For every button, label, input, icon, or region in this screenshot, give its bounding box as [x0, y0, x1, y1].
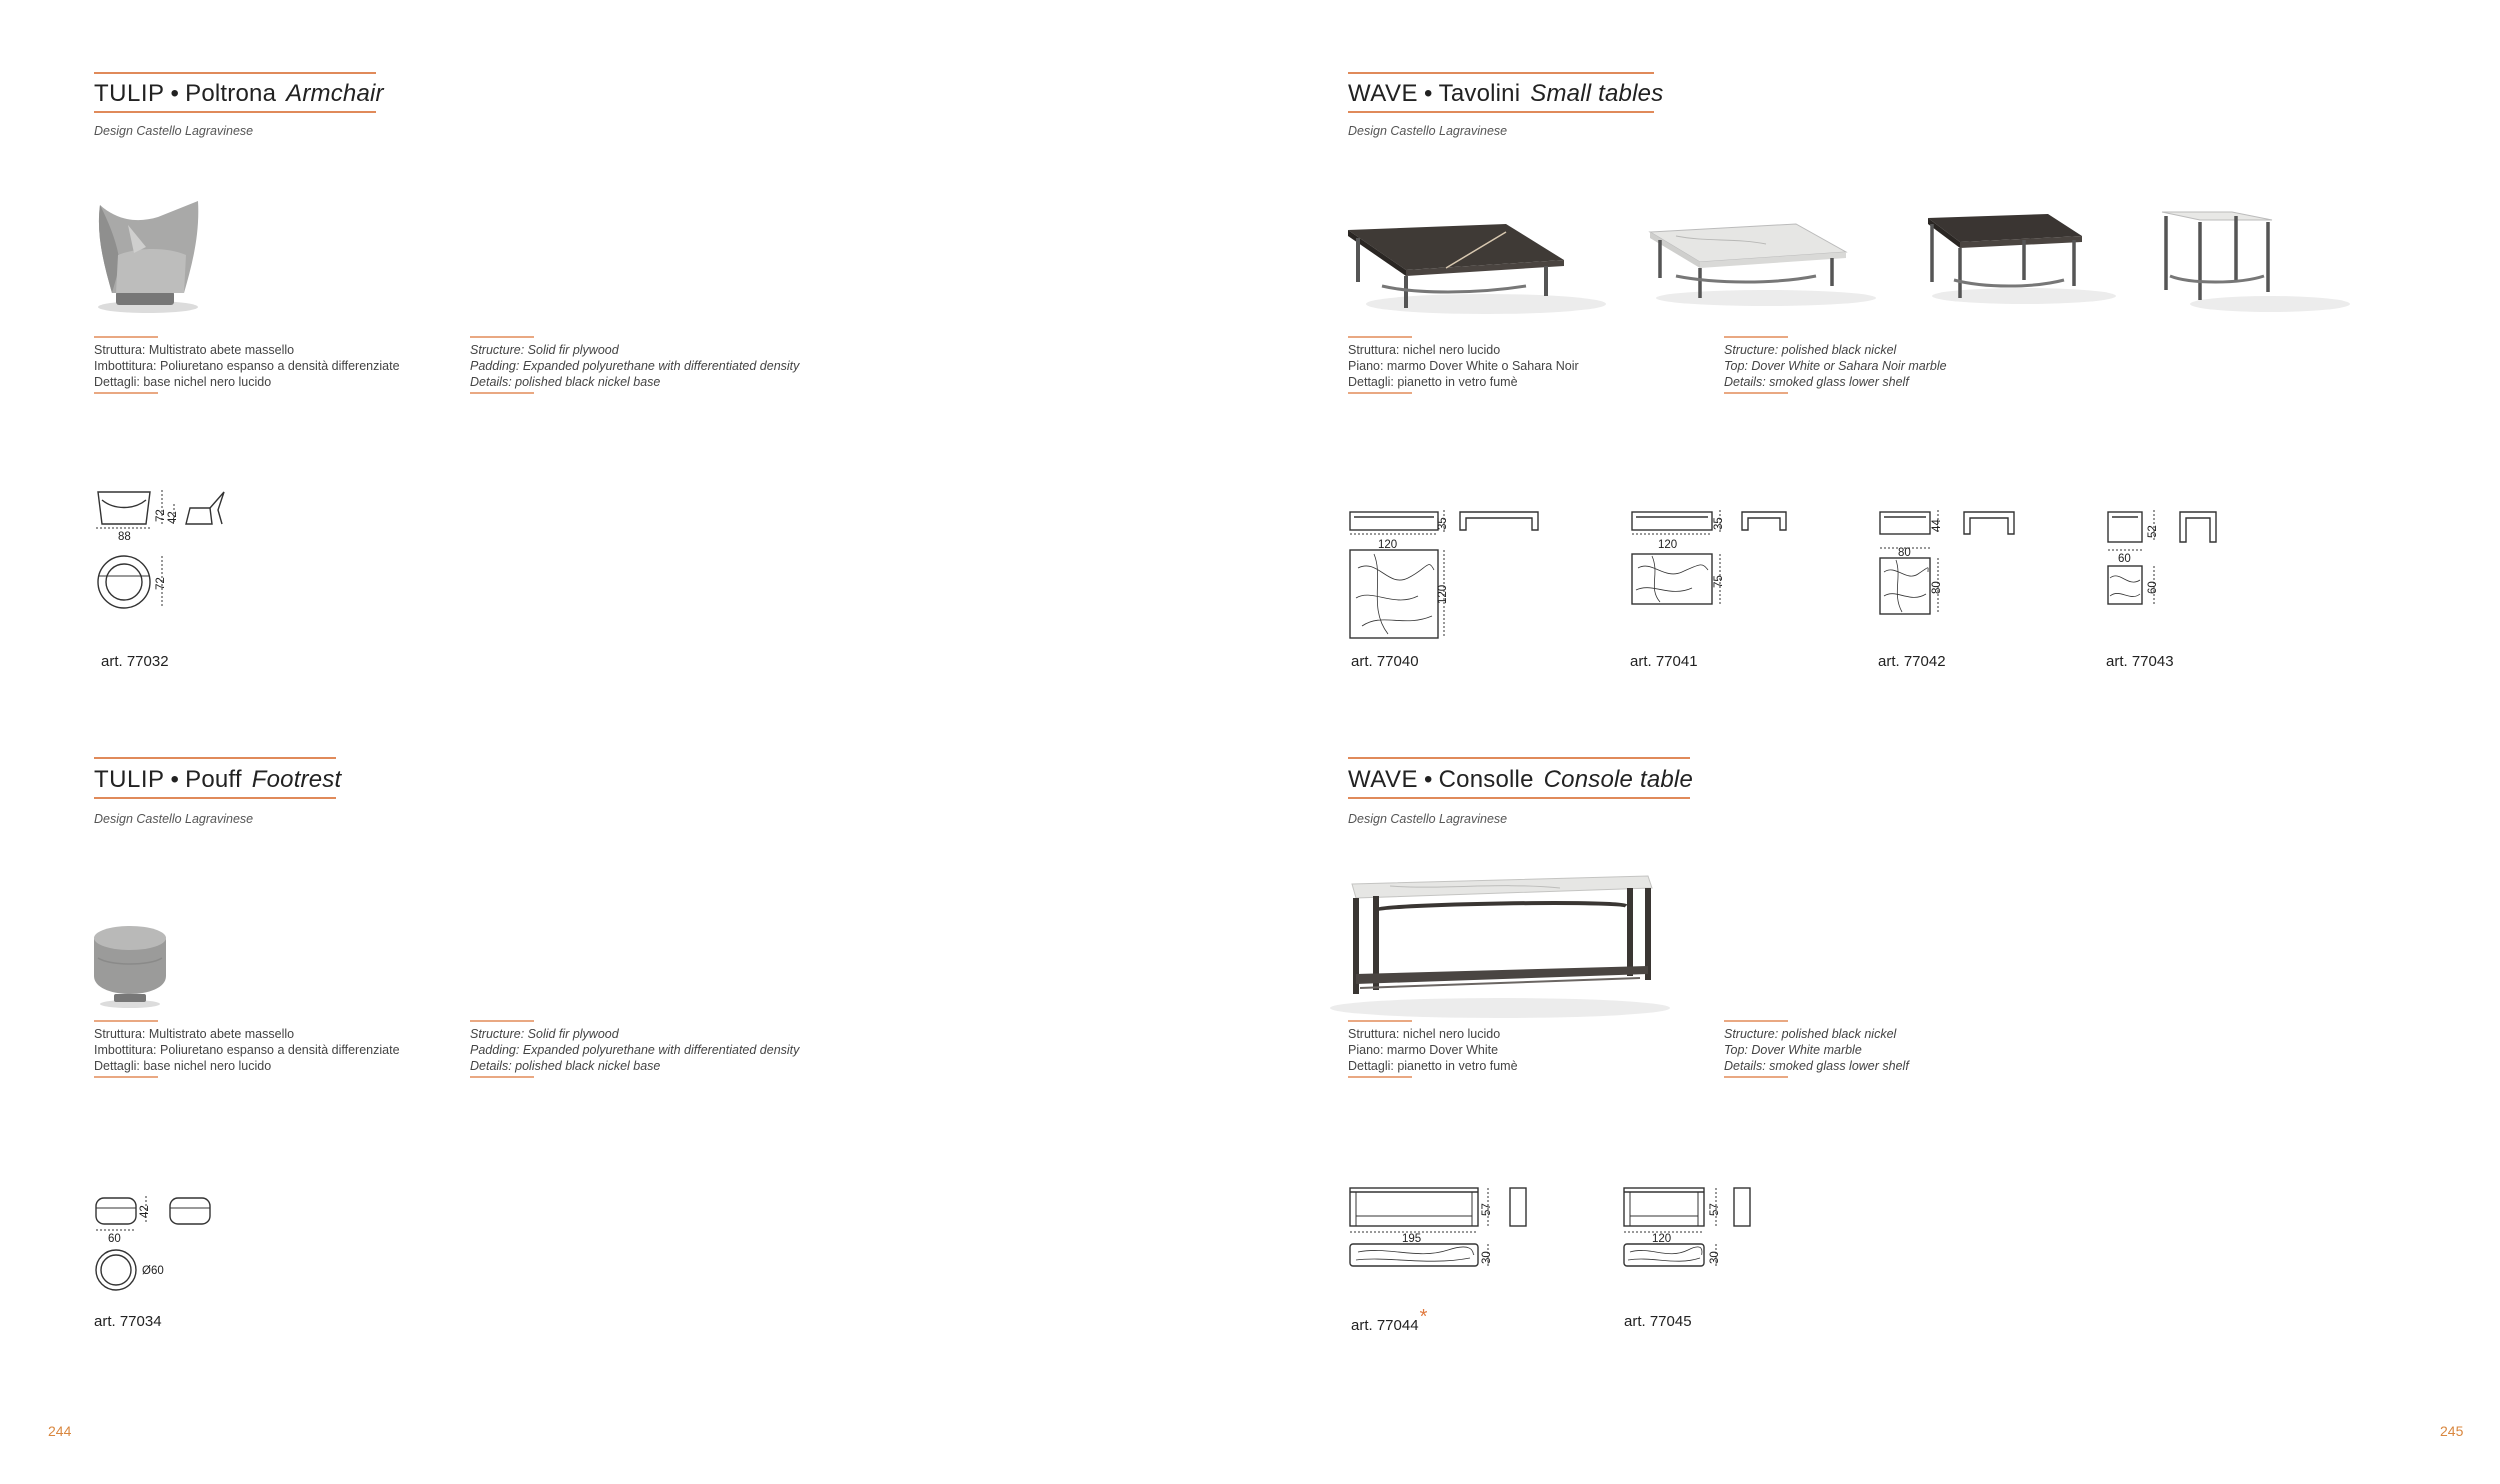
spec-rule: [94, 392, 158, 394]
section-title-tulip-armchair: [94, 80, 384, 108]
page-number-left: 244: [48, 1423, 72, 1439]
spec-line: Struttura: nichel nero lucido: [1348, 343, 1501, 357]
spec-line: Imbottitura: Poliuretano espanso a densità differenziate: [94, 1043, 400, 1057]
article-code: art. 77032: [101, 653, 169, 670]
dim-width: 120: [1658, 539, 1678, 551]
dim-height: 35: [1437, 517, 1449, 530]
dim-depth: 80: [1931, 581, 1943, 594]
spec-line: Top: Dover White or Sahara Noir marble: [1724, 359, 1947, 373]
armchair-photo: [88, 195, 208, 315]
spec-line: Dettagli: base nichel nero lucido: [94, 1059, 272, 1073]
spec-rule: [470, 1020, 534, 1022]
spec-line: Structure: polished black nickel: [1724, 343, 1897, 357]
section-title-wave-console: [1348, 766, 1693, 794]
title-rule-bottom: [1348, 797, 1690, 799]
product-name-it: Poltrona: [185, 80, 277, 107]
title-rule-top: [94, 757, 336, 759]
spec-rule: [1724, 336, 1788, 338]
spec-line: Details: smoked glass lower shelf: [1724, 1059, 1909, 1073]
table-77040-photo: [1346, 212, 1606, 316]
dim-height: 52: [2147, 525, 2159, 538]
console-photo: [1300, 870, 1680, 1020]
spec-line: Details: smoked glass lower shelf: [1724, 375, 1909, 389]
product-name-it: Tavolini: [1438, 80, 1521, 107]
dim-width: 120: [1378, 539, 1398, 551]
spec-rule: [1348, 1076, 1412, 1078]
spec-rule: [1348, 1020, 1412, 1022]
console-77044-drawing: [1348, 1186, 1528, 1270]
article-code: art. 77041: [1630, 653, 1698, 670]
brand-name: WAVE: [1348, 766, 1419, 793]
table-77043-photo: [2160, 208, 2360, 318]
spec-english: [1724, 342, 1947, 390]
article-code: art. 77043: [2106, 653, 2174, 670]
dim-height: 57: [1709, 1203, 1721, 1216]
title-separator: •: [1424, 766, 1433, 793]
title-rule-bottom: [1348, 111, 1654, 113]
designer-credit: Design Castello Lagravinese: [1348, 812, 1508, 826]
spec-rule: [1724, 392, 1788, 394]
dim-depth: 30: [1709, 1251, 1721, 1264]
spec-line: Dettagli: pianetto in vetro fumè: [1348, 375, 1518, 389]
article-code: art. 77045: [1624, 1313, 1692, 1330]
product-name-en: Armchair: [286, 80, 384, 107]
spec-italian: [94, 342, 400, 390]
spec-rule: [94, 1020, 158, 1022]
brand-name: TULIP: [94, 766, 165, 793]
spec-italian: [94, 1026, 400, 1074]
spec-line: Structure: polished black nickel: [1724, 1027, 1897, 1041]
table-77040-drawing: [1348, 508, 1548, 638]
spec-line: Top: Dover White marble: [1724, 1043, 1862, 1057]
spec-line: Piano: marmo Dover White: [1348, 1043, 1499, 1057]
spec-line: Dettagli: base nichel nero lucido: [94, 375, 272, 389]
table-77042-photo: [1924, 210, 2134, 310]
dim-width: 120: [1652, 1233, 1672, 1245]
dim-height: 35: [1713, 517, 1725, 530]
title-rule-top: [94, 72, 376, 74]
spec-line: Imbottitura: Poliuretano espanso a densità differenziate: [94, 359, 400, 373]
spec-line: Piano: marmo Dover White o Sahara Noir: [1348, 359, 1579, 373]
table-77043-drawing: [2106, 508, 2226, 608]
dim-width: 195: [1402, 1233, 1422, 1245]
armchair-technical-drawing: [94, 488, 254, 618]
article-code: art. 77042: [1878, 653, 1946, 670]
dim-width: 80: [1898, 547, 1911, 559]
designer-credit: Design Castello Lagravinese: [94, 124, 254, 138]
dim-height: 42: [139, 1205, 151, 1218]
designer-credit: Design Castello Lagravinese: [1348, 124, 1508, 138]
spec-line: Details: polished black nickel base: [470, 375, 661, 389]
section-title-tulip-footrest: [94, 766, 341, 794]
table-77041-drawing: [1630, 508, 1800, 608]
brand-name: WAVE: [1348, 80, 1419, 107]
spec-line: Struttura: Multistrato abete massello: [94, 1027, 295, 1041]
dim-depth: 30: [1481, 1251, 1493, 1264]
designer-credit: Design Castello Lagravinese: [94, 812, 254, 826]
title-separator: •: [170, 766, 180, 793]
spec-rule: [1724, 1020, 1788, 1022]
spec-rule: [1348, 336, 1412, 338]
footrest-technical-drawing: [94, 1194, 234, 1304]
spec-italian: [1348, 342, 1579, 390]
spec-line: Structure: Solid fir plywood: [470, 1027, 619, 1041]
dim-height: 44: [1931, 519, 1943, 532]
article-code-with-note: [1351, 1306, 1428, 1336]
product-name-en: Small tables: [1530, 80, 1664, 107]
spec-line: Dettagli: pianetto in vetro fumè: [1348, 1059, 1518, 1073]
dim-height: 72: [155, 509, 167, 522]
spec-rule: [470, 392, 534, 394]
spec-line: Padding: Expanded polyurethane with differentiated density: [470, 359, 800, 373]
dim-depth: 120: [1437, 584, 1449, 604]
product-name-it: Pouff: [185, 766, 242, 793]
section-title-wave-tables: [1348, 80, 1663, 108]
spec-rule: [470, 336, 534, 338]
product-name-en: Console table: [1543, 766, 1693, 793]
spec-rule: [1724, 1076, 1788, 1078]
article-code: art. 77040: [1351, 653, 1419, 670]
product-name-it: Consolle: [1438, 766, 1534, 793]
footrest-photo: [90, 918, 170, 1010]
dim-width: 60: [108, 1233, 121, 1245]
dim-seat: 42: [167, 511, 179, 524]
spec-line: Padding: Expanded polyurethane with differentiated density: [470, 1043, 800, 1057]
spec-line: Details: polished black nickel base: [470, 1059, 661, 1073]
dim-depth: 72: [155, 577, 167, 590]
spec-line: Structure: Solid fir plywood: [470, 343, 619, 357]
dim-height: 57: [1481, 1203, 1493, 1216]
table-77042-drawing: [1878, 508, 2028, 618]
dim-depth: 60: [2147, 581, 2159, 594]
spec-line: Struttura: Multistrato abete massello: [94, 343, 295, 357]
table-77041-photo: [1646, 218, 1886, 308]
spec-rule: [1348, 392, 1412, 394]
title-rule-bottom: [94, 111, 376, 113]
spec-rule: [94, 1076, 158, 1078]
spec-line: Struttura: nichel nero lucido: [1348, 1027, 1501, 1041]
title-rule-top: [1348, 72, 1654, 74]
spec-rule: [470, 1076, 534, 1078]
dim-depth: 75: [1713, 575, 1725, 588]
article-code: art. 77044: [1351, 1317, 1419, 1334]
dim-width: 60: [2118, 553, 2131, 565]
spec-italian: [1348, 1026, 1518, 1074]
title-separator: •: [1424, 80, 1433, 107]
spec-rule: [94, 336, 158, 338]
brand-name: TULIP: [94, 80, 165, 107]
page-number-right: 245: [2440, 1423, 2464, 1439]
product-name-en: Footrest: [251, 766, 342, 793]
console-77045-drawing: [1622, 1186, 1762, 1270]
spec-english: [470, 1026, 799, 1074]
title-separator: •: [170, 80, 180, 107]
spec-english: [470, 342, 799, 390]
asterisk-note: *: [1419, 1306, 1428, 1328]
article-code: art. 77034: [94, 1313, 162, 1330]
title-rule-bottom: [94, 797, 336, 799]
dim-width: 88: [118, 531, 131, 543]
title-rule-top: [1348, 757, 1690, 759]
dim-diameter: Ø60: [142, 1265, 164, 1277]
spec-english: [1724, 1026, 1909, 1074]
